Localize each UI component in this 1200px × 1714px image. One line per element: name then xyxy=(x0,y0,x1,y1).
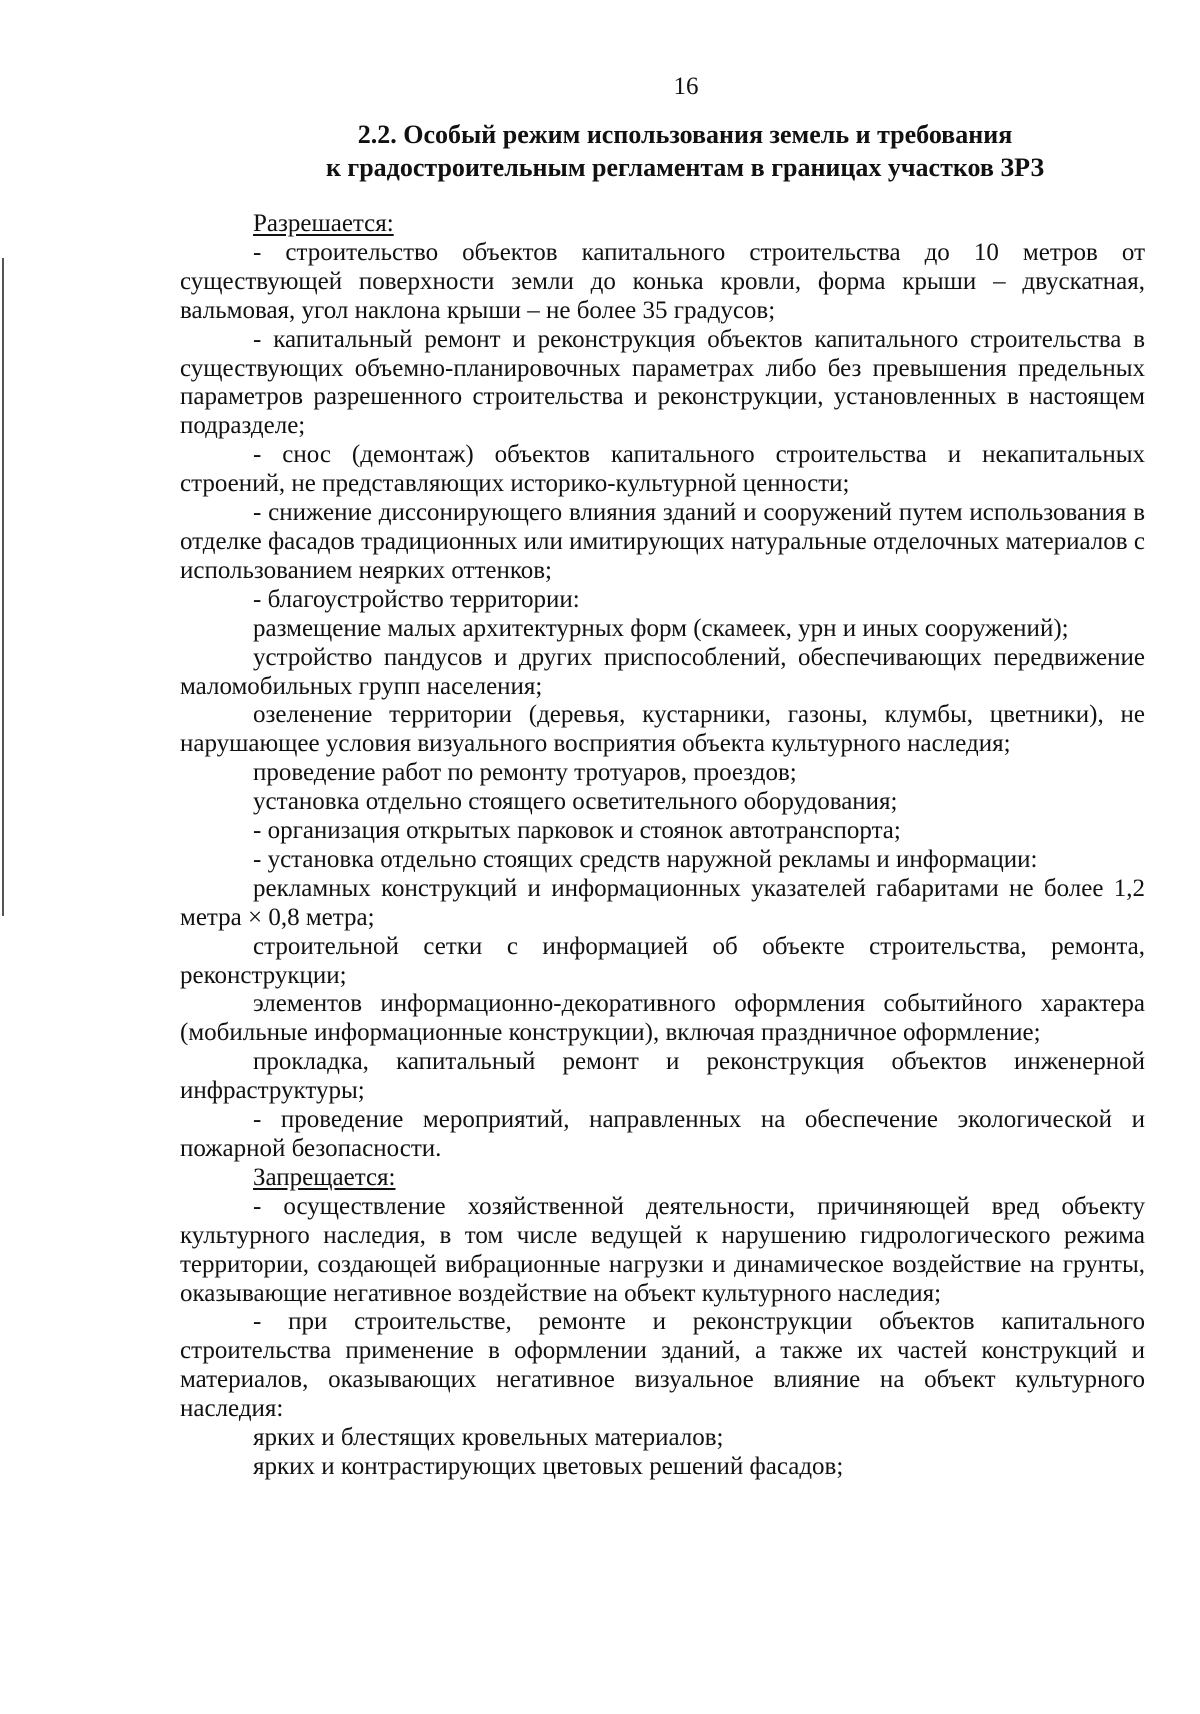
paragraph-allowed-label: Разрешается: xyxy=(253,210,394,237)
page-number: 16 xyxy=(673,73,699,100)
paragraph: - строительство объектов капитального строительства до 10 метров от существующей поверхности земли до конька кровли, форма крыши – двускатная, вальмовая, угол наклона крыши – не более 35 градусов; xyxy=(180,238,1145,324)
section-heading xyxy=(180,118,1190,184)
paragraph-prohibited-label: Запрещается: xyxy=(253,1163,396,1191)
paragraph: - организация открытых парковок и стоянок автотранспорта; xyxy=(253,817,901,845)
paragraph: - капитальный ремонт и реконструкция объектов капитального строительства в существующих объемно-планировочных параметрах либо без превышения предельных параметров разрешенного строительства и реконструкции, установленных в настоящем подразделе; xyxy=(180,325,1145,440)
paragraph: - проведение мероприятий, направленных на обеспечение экологической и пожарной безопасности. xyxy=(180,1106,1145,1162)
paragraph: проведение работ по ремонту тротуаров, проездов; xyxy=(253,759,797,787)
paragraph: - при строительстве, ремонте и реконструкции объектов капитального строительства применение в оформлении зданий, а также их частей конструкций и материалов, оказывающих негативное визуальное влияние на объект культурного наследия: xyxy=(180,1308,1145,1423)
paragraph: установка отдельно стоящего осветительного оборудования; xyxy=(253,788,898,816)
paragraph: рекламных конструкций и информационных указателей габаритами не более 1,2 метра × 0,8 метра; xyxy=(180,874,1145,931)
paragraph: устройство пандусов и других приспособлений, обеспечивающих передвижение маломобильных групп населения; xyxy=(180,643,1145,700)
section-heading-line-1: 2.2. Особый режим использования земель и требования xyxy=(357,120,1013,149)
paragraph: озеленение территории (деревья, кустарники, газоны, клумбы, цветники), не нарушающее условия визуального восприятия объекта культурного наследия; xyxy=(180,701,1145,758)
section-heading-line-2: к градостроительным регламентам в границах участков ЗРЗ xyxy=(325,153,1045,182)
paragraph: ярких и контрастирующих цветовых решений фасадов; xyxy=(253,1452,844,1480)
paragraph: ярких и блестящих кровельных материалов; xyxy=(253,1424,724,1452)
paragraph: - осуществление хозяйственной деятельности, причиняющей вред объекту культурного наследия, в том числе ведущей к нарушению гидрологического режима территории, создающей вибрационные нагрузки и динамическое воздействие на грунты, оказывающие негативное воздействие на объект культурного наследия; xyxy=(180,1192,1145,1307)
body-text xyxy=(180,210,1145,1482)
paragraph: размещение малых архитектурных форм (скамеек, урн и иных сооружений); xyxy=(253,614,1069,642)
paragraph: - установка отдельно стоящих средств наружной рекламы и информации: xyxy=(253,845,1038,873)
paragraph: - снос (демонтаж) объектов капитального строительства и некапитальных строений, не представляющих историко-культурной ценности; xyxy=(180,441,1145,498)
paragraph: прокладка, капитальный ремонт и реконструкция объектов инженерной инфраструктуры; xyxy=(180,1048,1145,1105)
paragraph: - благоустройство территории: xyxy=(253,585,580,613)
paragraph: элементов информационно-декоративного оформления событийного характера (мобильные информационные конструкции), включая праздничное оформление; xyxy=(180,990,1145,1047)
paragraph: - снижение диссонирующего влияния зданий и сооружений путем использования в отделке фасадов традиционных или имитирующих натуральные отделочных материалов с использованием неярких оттенков; xyxy=(180,499,1145,584)
scan-edge-line xyxy=(2,258,4,916)
paragraph: строительной сетки с информацией об объекте строительства, ремонта, реконструкции; xyxy=(180,932,1145,989)
